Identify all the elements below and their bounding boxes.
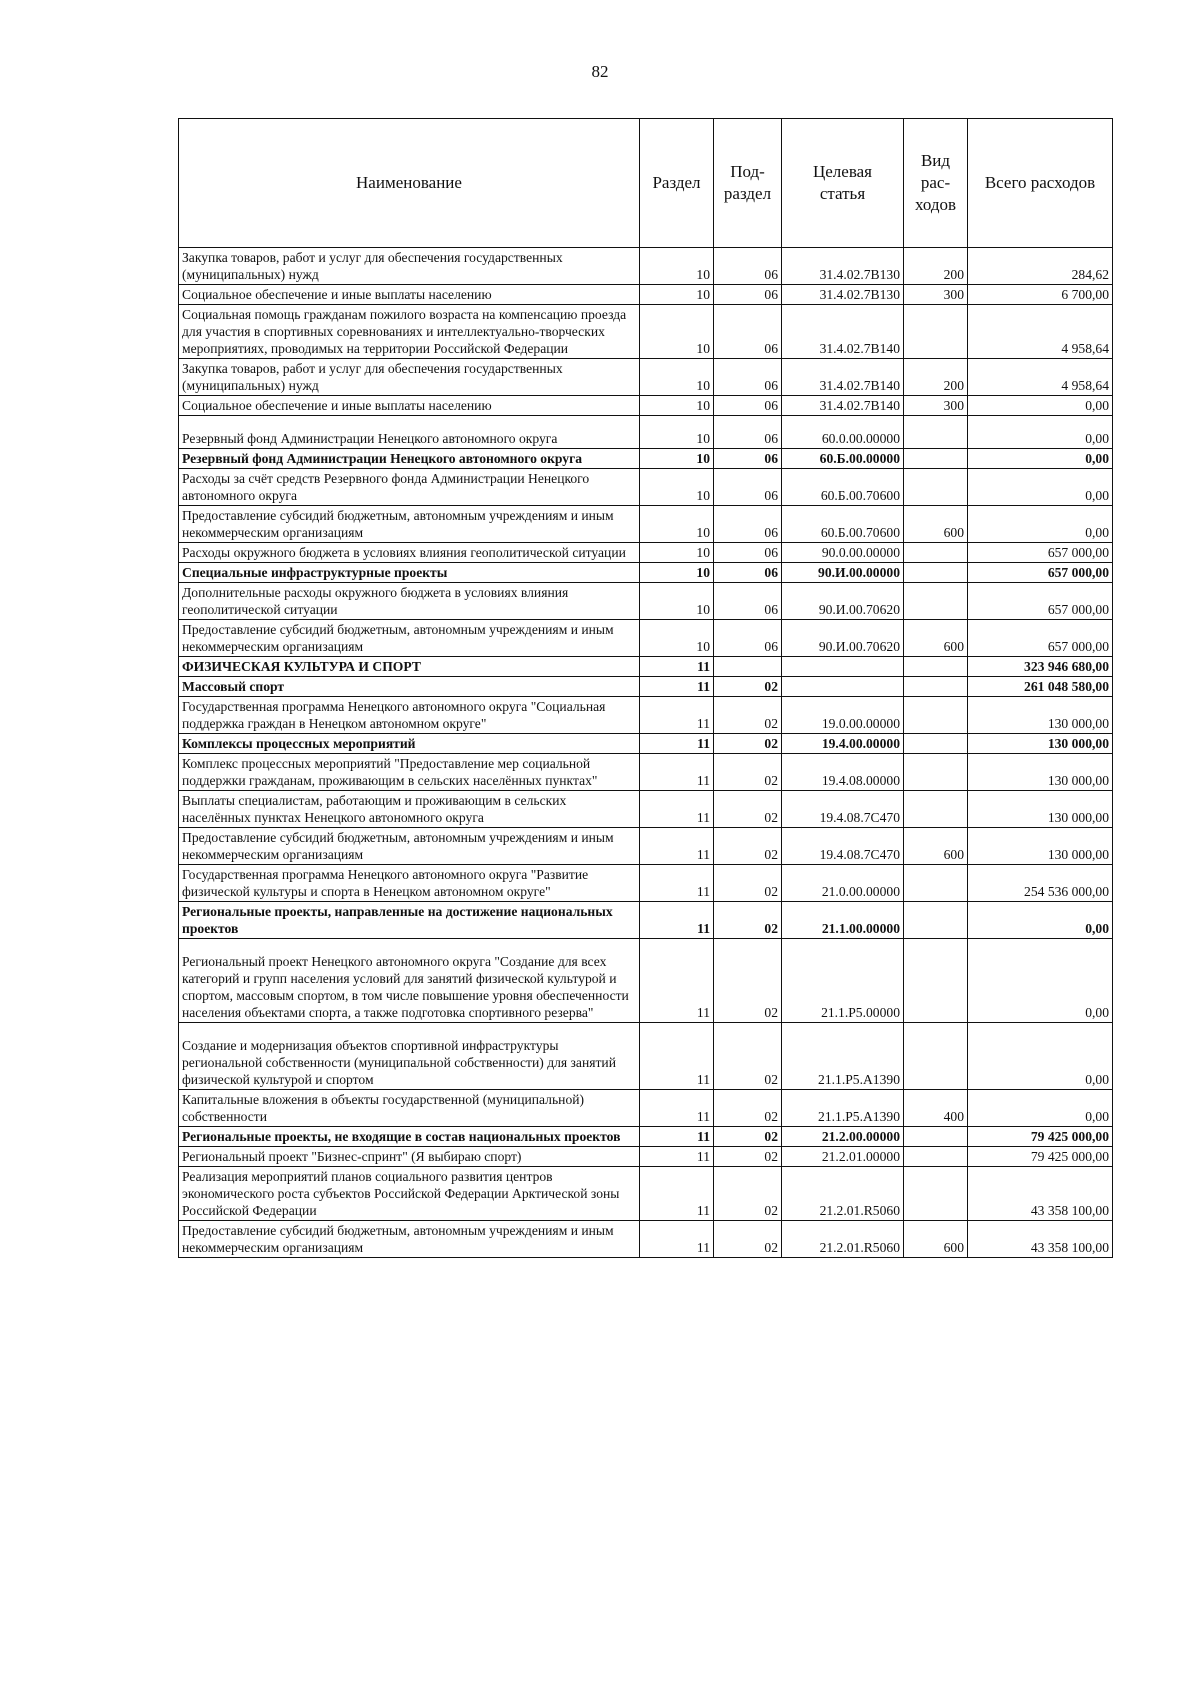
- cell-vid-rashodov: [904, 1167, 968, 1221]
- cell-name: Реализация мероприятий планов социального развития центров экономического роста субъектов Российской Федерации Арктической зоны Российской Федерации: [179, 1167, 640, 1221]
- cell-total: 261 048 580,00: [968, 677, 1113, 697]
- cell-total: 0,00: [968, 396, 1113, 416]
- cell-podrazdel: 02: [714, 902, 782, 939]
- cell-name: Региональные проекты, направленные на достижение национальных проектов: [179, 902, 640, 939]
- cell-podrazdel: 02: [714, 1167, 782, 1221]
- cell-celevaya-statya: 19.0.00.00000: [782, 697, 904, 734]
- cell-podrazdel: 06: [714, 416, 782, 449]
- cell-name: Предоставление субсидий бюджетным, автономным учреждениям и иным некоммерческим организациям: [179, 828, 640, 865]
- cell-name: ФИЗИЧЕСКАЯ КУЛЬТУРА И СПОРТ: [179, 657, 640, 677]
- cell-vid-rashodov: [904, 902, 968, 939]
- cell-celevaya-statya: 60.Б.00.70600: [782, 506, 904, 543]
- cell-name: Массовый спорт: [179, 677, 640, 697]
- cell-podrazdel: 06: [714, 359, 782, 396]
- cell-podrazdel: 02: [714, 791, 782, 828]
- cell-total: 130 000,00: [968, 734, 1113, 754]
- cell-podrazdel: 06: [714, 563, 782, 583]
- table-row: [179, 563, 1113, 583]
- cell-total: 323 946 680,00: [968, 657, 1113, 677]
- cell-total: 657 000,00: [968, 563, 1113, 583]
- table-row: [179, 1127, 1113, 1147]
- cell-razdel: 11: [640, 734, 714, 754]
- cell-name: Предоставление субсидий бюджетным, автономным учреждениям и иным некоммерческим организациям: [179, 620, 640, 657]
- cell-celevaya-statya: 60.Б.00.70600: [782, 469, 904, 506]
- table-row: [179, 416, 1113, 449]
- cell-celevaya-statya: 31.4.02.7В140: [782, 305, 904, 359]
- cell-total: 6 700,00: [968, 285, 1113, 305]
- table-row: [179, 506, 1113, 543]
- cell-podrazdel: 02: [714, 828, 782, 865]
- cell-vid-rashodov: 600: [904, 506, 968, 543]
- cell-vid-rashodov: 600: [904, 828, 968, 865]
- cell-razdel: 10: [640, 396, 714, 416]
- cell-razdel: 11: [640, 1221, 714, 1258]
- cell-name: Расходы окружного бюджета в условиях влияния геополитической ситуации: [179, 543, 640, 563]
- cell-name: Социальное обеспечение и иные выплаты населению: [179, 285, 640, 305]
- cell-total: 0,00: [968, 1023, 1113, 1090]
- cell-podrazdel: 02: [714, 754, 782, 791]
- table-row: [179, 583, 1113, 620]
- cell-celevaya-statya: 90.0.00.00000: [782, 543, 904, 563]
- cell-razdel: 11: [640, 865, 714, 902]
- cell-vid-rashodov: [904, 469, 968, 506]
- cell-razdel: 11: [640, 1167, 714, 1221]
- table-body: [179, 248, 1113, 1258]
- table-row: [179, 865, 1113, 902]
- cell-vid-rashodov: 200: [904, 248, 968, 285]
- cell-podrazdel: 02: [714, 1221, 782, 1258]
- cell-podrazdel: [714, 657, 782, 677]
- table-row: [179, 734, 1113, 754]
- cell-podrazdel: 02: [714, 1023, 782, 1090]
- table-row: [179, 543, 1113, 563]
- cell-total: 284,62: [968, 248, 1113, 285]
- cell-vid-rashodov: [904, 754, 968, 791]
- table-row: [179, 285, 1113, 305]
- cell-celevaya-statya: 60.Б.00.00000: [782, 449, 904, 469]
- cell-podrazdel: 06: [714, 469, 782, 506]
- cell-celevaya-statya: 19.4.08.7С470: [782, 828, 904, 865]
- cell-razdel: 10: [640, 449, 714, 469]
- cell-celevaya-statya: 21.1.Р5.А1390: [782, 1023, 904, 1090]
- table-row: [179, 359, 1113, 396]
- cell-vid-rashodov: [904, 449, 968, 469]
- cell-razdel: 10: [640, 305, 714, 359]
- budget-table: [178, 118, 1113, 1258]
- table-header-row: [179, 119, 1113, 248]
- cell-vid-rashodov: [904, 563, 968, 583]
- table-row: [179, 449, 1113, 469]
- cell-razdel: 10: [640, 359, 714, 396]
- cell-name: Предоставление субсидий бюджетным, автономным учреждениям и иным некоммерческим организациям: [179, 506, 640, 543]
- cell-total: 130 000,00: [968, 697, 1113, 734]
- cell-total: 79 425 000,00: [968, 1127, 1113, 1147]
- column-header-razdel: Раздел: [640, 119, 714, 248]
- cell-celevaya-statya: 21.2.01.00000: [782, 1147, 904, 1167]
- cell-total: 0,00: [968, 469, 1113, 506]
- cell-podrazdel: 02: [714, 1127, 782, 1147]
- table-row: [179, 939, 1113, 1023]
- table-row: [179, 902, 1113, 939]
- cell-celevaya-statya: 21.1.Р5.А1390: [782, 1090, 904, 1127]
- cell-celevaya-statya: 21.1.00.00000: [782, 902, 904, 939]
- cell-total: 657 000,00: [968, 543, 1113, 563]
- cell-podrazdel: 06: [714, 620, 782, 657]
- cell-razdel: 11: [640, 1127, 714, 1147]
- cell-podrazdel: 02: [714, 697, 782, 734]
- cell-total: 0,00: [968, 939, 1113, 1023]
- cell-celevaya-statya: 21.0.00.00000: [782, 865, 904, 902]
- cell-vid-rashodov: [904, 734, 968, 754]
- table-row: [179, 305, 1113, 359]
- column-header-total: Всего расходов: [968, 119, 1113, 248]
- cell-podrazdel: 02: [714, 865, 782, 902]
- cell-razdel: 11: [640, 754, 714, 791]
- cell-name: Региональный проект "Бизнес-спринт" (Я выбираю спорт): [179, 1147, 640, 1167]
- cell-name: Социальное обеспечение и иные выплаты населению: [179, 396, 640, 416]
- cell-total: 79 425 000,00: [968, 1147, 1113, 1167]
- cell-vid-rashodov: [904, 697, 968, 734]
- column-header-name: Наименование: [179, 119, 640, 248]
- cell-total: 4 958,64: [968, 359, 1113, 396]
- cell-name: Закупка товаров, работ и услуг для обеспечения государственных (муниципальных) нужд: [179, 248, 640, 285]
- cell-celevaya-statya: 90.И.00.70620: [782, 583, 904, 620]
- cell-name: Государственная программа Ненецкого автономного округа "Социальная поддержка граждан в Ненецком автономном округе": [179, 697, 640, 734]
- table-row: [179, 657, 1113, 677]
- table-row: [179, 396, 1113, 416]
- cell-podrazdel: 06: [714, 583, 782, 620]
- cell-name: Социальная помощь гражданам пожилого возраста на компенсацию проезда для участия в спортивных соревнованиях и интеллектуально-творческих мероприятиях, проводимых на территории Российской Федерации: [179, 305, 640, 359]
- table-row: [179, 248, 1113, 285]
- cell-podrazdel: 02: [714, 677, 782, 697]
- cell-celevaya-statya: 19.4.08.00000: [782, 754, 904, 791]
- cell-vid-rashodov: [904, 1147, 968, 1167]
- cell-total: 130 000,00: [968, 828, 1113, 865]
- cell-name: Расходы за счёт средств Резервного фонда Администрации Ненецкого автономного округа: [179, 469, 640, 506]
- cell-vid-rashodov: 300: [904, 396, 968, 416]
- cell-name: Капитальные вложения в объекты государственной (муниципальной) собственности: [179, 1090, 640, 1127]
- cell-vid-rashodov: 600: [904, 620, 968, 657]
- table-row: [179, 1090, 1113, 1127]
- cell-podrazdel: 02: [714, 1090, 782, 1127]
- cell-celevaya-statya: [782, 677, 904, 697]
- cell-podrazdel: 06: [714, 396, 782, 416]
- cell-celevaya-statya: 21.2.01.R5060: [782, 1221, 904, 1258]
- table-row: [179, 1167, 1113, 1221]
- cell-total: 0,00: [968, 902, 1113, 939]
- cell-celevaya-statya: 31.4.02.7В130: [782, 248, 904, 285]
- cell-vid-rashodov: [904, 543, 968, 563]
- cell-celevaya-statya: 19.4.08.7С470: [782, 791, 904, 828]
- cell-vid-rashodov: [904, 583, 968, 620]
- cell-name: Резервный фонд Администрации Ненецкого автономного округа: [179, 449, 640, 469]
- cell-vid-rashodov: [904, 939, 968, 1023]
- cell-total: 0,00: [968, 449, 1113, 469]
- cell-vid-rashodov: [904, 1023, 968, 1090]
- cell-vid-rashodov: 600: [904, 1221, 968, 1258]
- cell-total: 0,00: [968, 506, 1113, 543]
- cell-podrazdel: 02: [714, 939, 782, 1023]
- column-header-podrazdel: Под- раздел: [714, 119, 782, 248]
- cell-name: Государственная программа Ненецкого автономного округа "Развитие физической культуры и спорта в Ненецком автономном округе": [179, 865, 640, 902]
- cell-total: 130 000,00: [968, 754, 1113, 791]
- cell-podrazdel: 06: [714, 543, 782, 563]
- cell-vid-rashodov: 200: [904, 359, 968, 396]
- cell-razdel: 10: [640, 543, 714, 563]
- cell-total: 0,00: [968, 1090, 1113, 1127]
- table-row: [179, 677, 1113, 697]
- cell-vid-rashodov: [904, 865, 968, 902]
- column-header-celevaya-statya: Целевая статья: [782, 119, 904, 248]
- cell-total: 0,00: [968, 416, 1113, 449]
- cell-razdel: 10: [640, 620, 714, 657]
- cell-name: Региональный проект Ненецкого автономного округа "Создание для всех категорий и групп населения условий для занятий физической культурой и спортом, массовым спортом, в том числе повышение уровня обеспеченности населения объектами спорта, а также подготовка спортивного резерва": [179, 939, 640, 1023]
- cell-razdel: 11: [640, 939, 714, 1023]
- cell-celevaya-statya: [782, 657, 904, 677]
- table-row: [179, 791, 1113, 828]
- cell-name: Дополнительные расходы окружного бюджета в условиях влияния геополитической ситуации: [179, 583, 640, 620]
- table-row: [179, 469, 1113, 506]
- cell-celevaya-statya: 21.2.01.R5060: [782, 1167, 904, 1221]
- cell-total: 657 000,00: [968, 583, 1113, 620]
- cell-vid-rashodov: 300: [904, 285, 968, 305]
- cell-celevaya-statya: 31.4.02.7В140: [782, 359, 904, 396]
- column-header-vid-rashodov: Вид рас- ходов: [904, 119, 968, 248]
- cell-razdel: 10: [640, 285, 714, 305]
- table-row: [179, 697, 1113, 734]
- cell-total: 43 358 100,00: [968, 1167, 1113, 1221]
- cell-total: 657 000,00: [968, 620, 1113, 657]
- cell-podrazdel: 02: [714, 1147, 782, 1167]
- cell-razdel: 10: [640, 583, 714, 620]
- cell-celevaya-statya: 90.И.00.70620: [782, 620, 904, 657]
- page-number: 82: [591, 62, 609, 81]
- cell-name: Специальные инфраструктурные проекты: [179, 563, 640, 583]
- cell-podrazdel: 06: [714, 449, 782, 469]
- cell-celevaya-statya: 21.2.00.00000: [782, 1127, 904, 1147]
- cell-razdel: 11: [640, 902, 714, 939]
- cell-razdel: 11: [640, 1147, 714, 1167]
- cell-razdel: 11: [640, 1023, 714, 1090]
- cell-vid-rashodov: [904, 657, 968, 677]
- cell-vid-rashodov: [904, 305, 968, 359]
- cell-razdel: 10: [640, 248, 714, 285]
- cell-razdel: 10: [640, 469, 714, 506]
- cell-podrazdel: 06: [714, 506, 782, 543]
- table-row: [179, 1023, 1113, 1090]
- cell-celevaya-statya: 31.4.02.7В140: [782, 396, 904, 416]
- cell-razdel: 11: [640, 828, 714, 865]
- cell-celevaya-statya: 60.0.00.00000: [782, 416, 904, 449]
- cell-name: Закупка товаров, работ и услуг для обеспечения государственных (муниципальных) нужд: [179, 359, 640, 396]
- cell-razdel: 11: [640, 1090, 714, 1127]
- cell-podrazdel: 06: [714, 248, 782, 285]
- cell-vid-rashodov: [904, 677, 968, 697]
- cell-name: Комплексы процессных мероприятий: [179, 734, 640, 754]
- cell-total: 254 536 000,00: [968, 865, 1113, 902]
- cell-celevaya-statya: 19.4.00.00000: [782, 734, 904, 754]
- cell-name: Комплекс процессных мероприятий "Предоставление мер социальной поддержки гражданам, проживающим в сельских населённых пунктах": [179, 754, 640, 791]
- cell-name: Резервный фонд Администрации Ненецкого автономного округа: [179, 416, 640, 449]
- table-row: [179, 620, 1113, 657]
- table-row: [179, 1147, 1113, 1167]
- cell-podrazdel: 06: [714, 305, 782, 359]
- cell-razdel: 11: [640, 697, 714, 734]
- table-row: [179, 1221, 1113, 1258]
- table-row: [179, 754, 1113, 791]
- cell-celevaya-statya: 90.И.00.00000: [782, 563, 904, 583]
- cell-name: Создание и модернизация объектов спортивной инфраструктуры региональной собственности (муниципальной собственности) для занятий физической культурой и спортом: [179, 1023, 640, 1090]
- cell-name: Региональные проекты, не входящие в состав национальных проектов: [179, 1127, 640, 1147]
- cell-vid-rashodov: 400: [904, 1090, 968, 1127]
- cell-razdel: 10: [640, 416, 714, 449]
- cell-razdel: 10: [640, 506, 714, 543]
- cell-name: Предоставление субсидий бюджетным, автономным учреждениям и иным некоммерческим организациям: [179, 1221, 640, 1258]
- cell-podrazdel: 06: [714, 285, 782, 305]
- cell-celevaya-statya: 21.1.Р5.00000: [782, 939, 904, 1023]
- table-row: [179, 828, 1113, 865]
- cell-razdel: 10: [640, 563, 714, 583]
- cell-podrazdel: 02: [714, 734, 782, 754]
- cell-vid-rashodov: [904, 416, 968, 449]
- cell-razdel: 11: [640, 791, 714, 828]
- cell-vid-rashodov: [904, 1127, 968, 1147]
- cell-vid-rashodov: [904, 791, 968, 828]
- cell-name: Выплаты специалистам, работающим и проживающим в сельских населённых пунктах Ненецкого автономного округа: [179, 791, 640, 828]
- cell-total: 43 358 100,00: [968, 1221, 1113, 1258]
- cell-total: 130 000,00: [968, 791, 1113, 828]
- cell-total: 4 958,64: [968, 305, 1113, 359]
- cell-razdel: 11: [640, 657, 714, 677]
- cell-razdel: 11: [640, 677, 714, 697]
- cell-celevaya-statya: 31.4.02.7В130: [782, 285, 904, 305]
